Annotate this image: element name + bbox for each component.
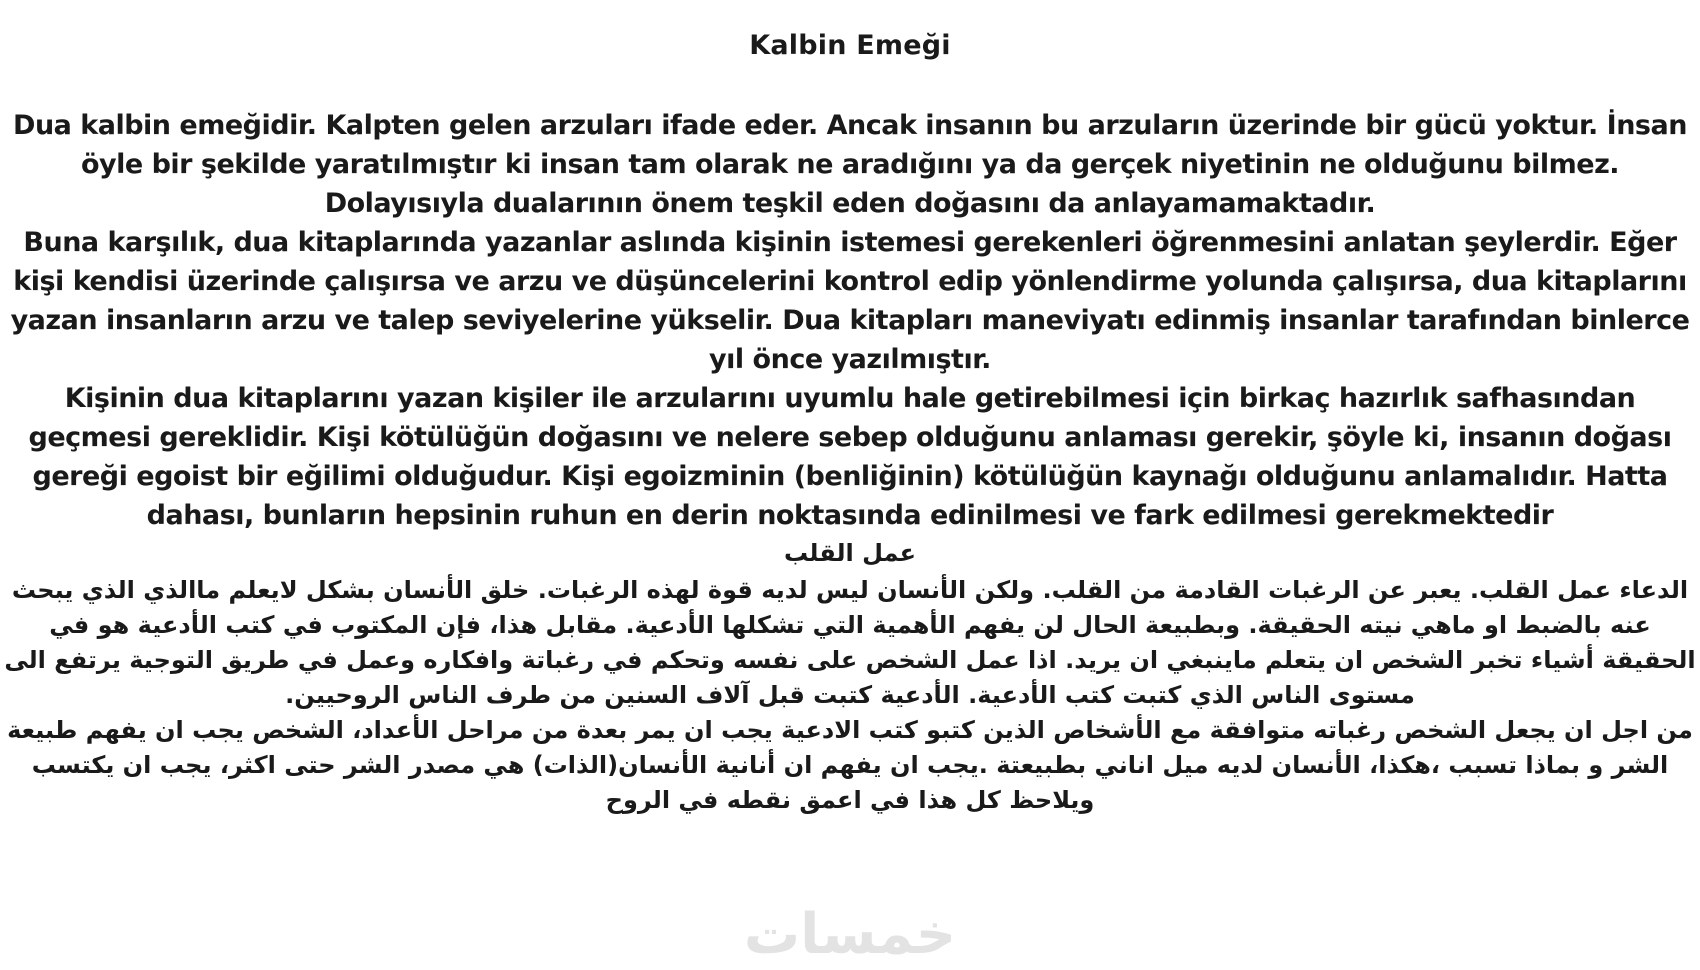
watermark-logo: خمسات bbox=[743, 902, 957, 967]
turkish-paragraph-3: Kişinin dua kitaplarını yazan kişiler ile arzularını uyumlu hale getirebilmesi için birkaç hazırlık safhasından geçmesi gereklidir. Kişi kötülüğün doğasını ve nelere sebep olduğunu anlaması gerekir, şöyle ki, insanın doğası gereği egoist bir eğilimi olduğudur. Kişi egoizminin (benliğinin) kötülüğün kaynağı olduğunu anlamalıdır. Hatta dahası, bunların hepsinin ruhun en derin noktasında edinilmesi ve fark edilmesi gerekmektedir bbox=[28, 383, 1672, 531]
page-title: Kalbin Emeği bbox=[749, 30, 951, 61]
arabic-title: عمل القلب bbox=[784, 539, 916, 567]
turkish-paragraph-2: Buna karşılık, dua kitaplarında yazanlar aslında kişinin istemesi gerekenleri öğrenmesini anlatan şeylerdir. Eğer kişi kendisi üzerinde çalışırsa ve arzu ve düşüncelerini kontrol edip yönlendirme yolunda çalışırsa, dua kitaplarını yazan insanların arzu ve talep seviyelerine yükselir. Dua kitapları maneviyatı edinmiş insanlar tarafından binlerce yıl önce yazılmıştır. bbox=[10, 227, 1690, 375]
turkish-paragraph-1: Dua kalbin emeğidir. Kalpten gelen arzuları ifade eder. Ancak insanın bu arzuların üzerinde bir gücü yoktur. İnsan öyle bir şekilde yaratılmıştır ki insan tam olarak ne aradığını ya da gerçek niyetinin ne olduğunu bilmez. Dolayısıyla dualarının önem teşkil eden doğasını da anlayamamaktadır. bbox=[13, 110, 1687, 219]
arabic-text-block bbox=[0, 536, 1700, 818]
turkish-text-block bbox=[8, 106, 1692, 535]
arabic-paragraph-2: من اجل ان يجعل الشخص رغباته متوافقة مع الأشخاص الذين كتبو كتب الادعية يجب ان يمر بعدة من مراحل الأعداد، الشخص يجب ان يفهم طبيعة الشر و بماذا تسبب ،هكذا، الأنسان لديه ميل اناني بطبيعتة .يجب ان يفهم ان أنانية الأنسان(الذات) هي مصدر الشر حتى اكثر، يجب ان يكتسب ويلاحظ كل هذا في اعمق نقطه في الروح bbox=[7, 716, 1693, 814]
arabic-paragraph-1: الدعاء عمل القلب. يعبر عن الرغبات القادمة من القلب. ولكن الأنسان ليس لديه قوة لهذه الرغبات. خلق الأنسان بشكل لايعلم ماالذي الذي يبحث عنه بالضبط او ماهي نيته الحقيقة. وبطبيعة الحال لن يفهم الأهمية التي تشكلها الأدعية. مقابل هذا، فإن المكتوب في كتب الأدعية هو في الحقيقة أشياء تخبر الشخص ان يتعلم ماينبغي ان يريد. اذا عمل الشخص على نفسه وتحكم في رغباتة وافكاره وعمل في طريق التوجية يرتفع الى مستوى الناس الذي كتبت كتب الأدعية. الأدعية كتبت قبل آلاف السنين من طرف الناس الروحيين. bbox=[4, 576, 1696, 709]
